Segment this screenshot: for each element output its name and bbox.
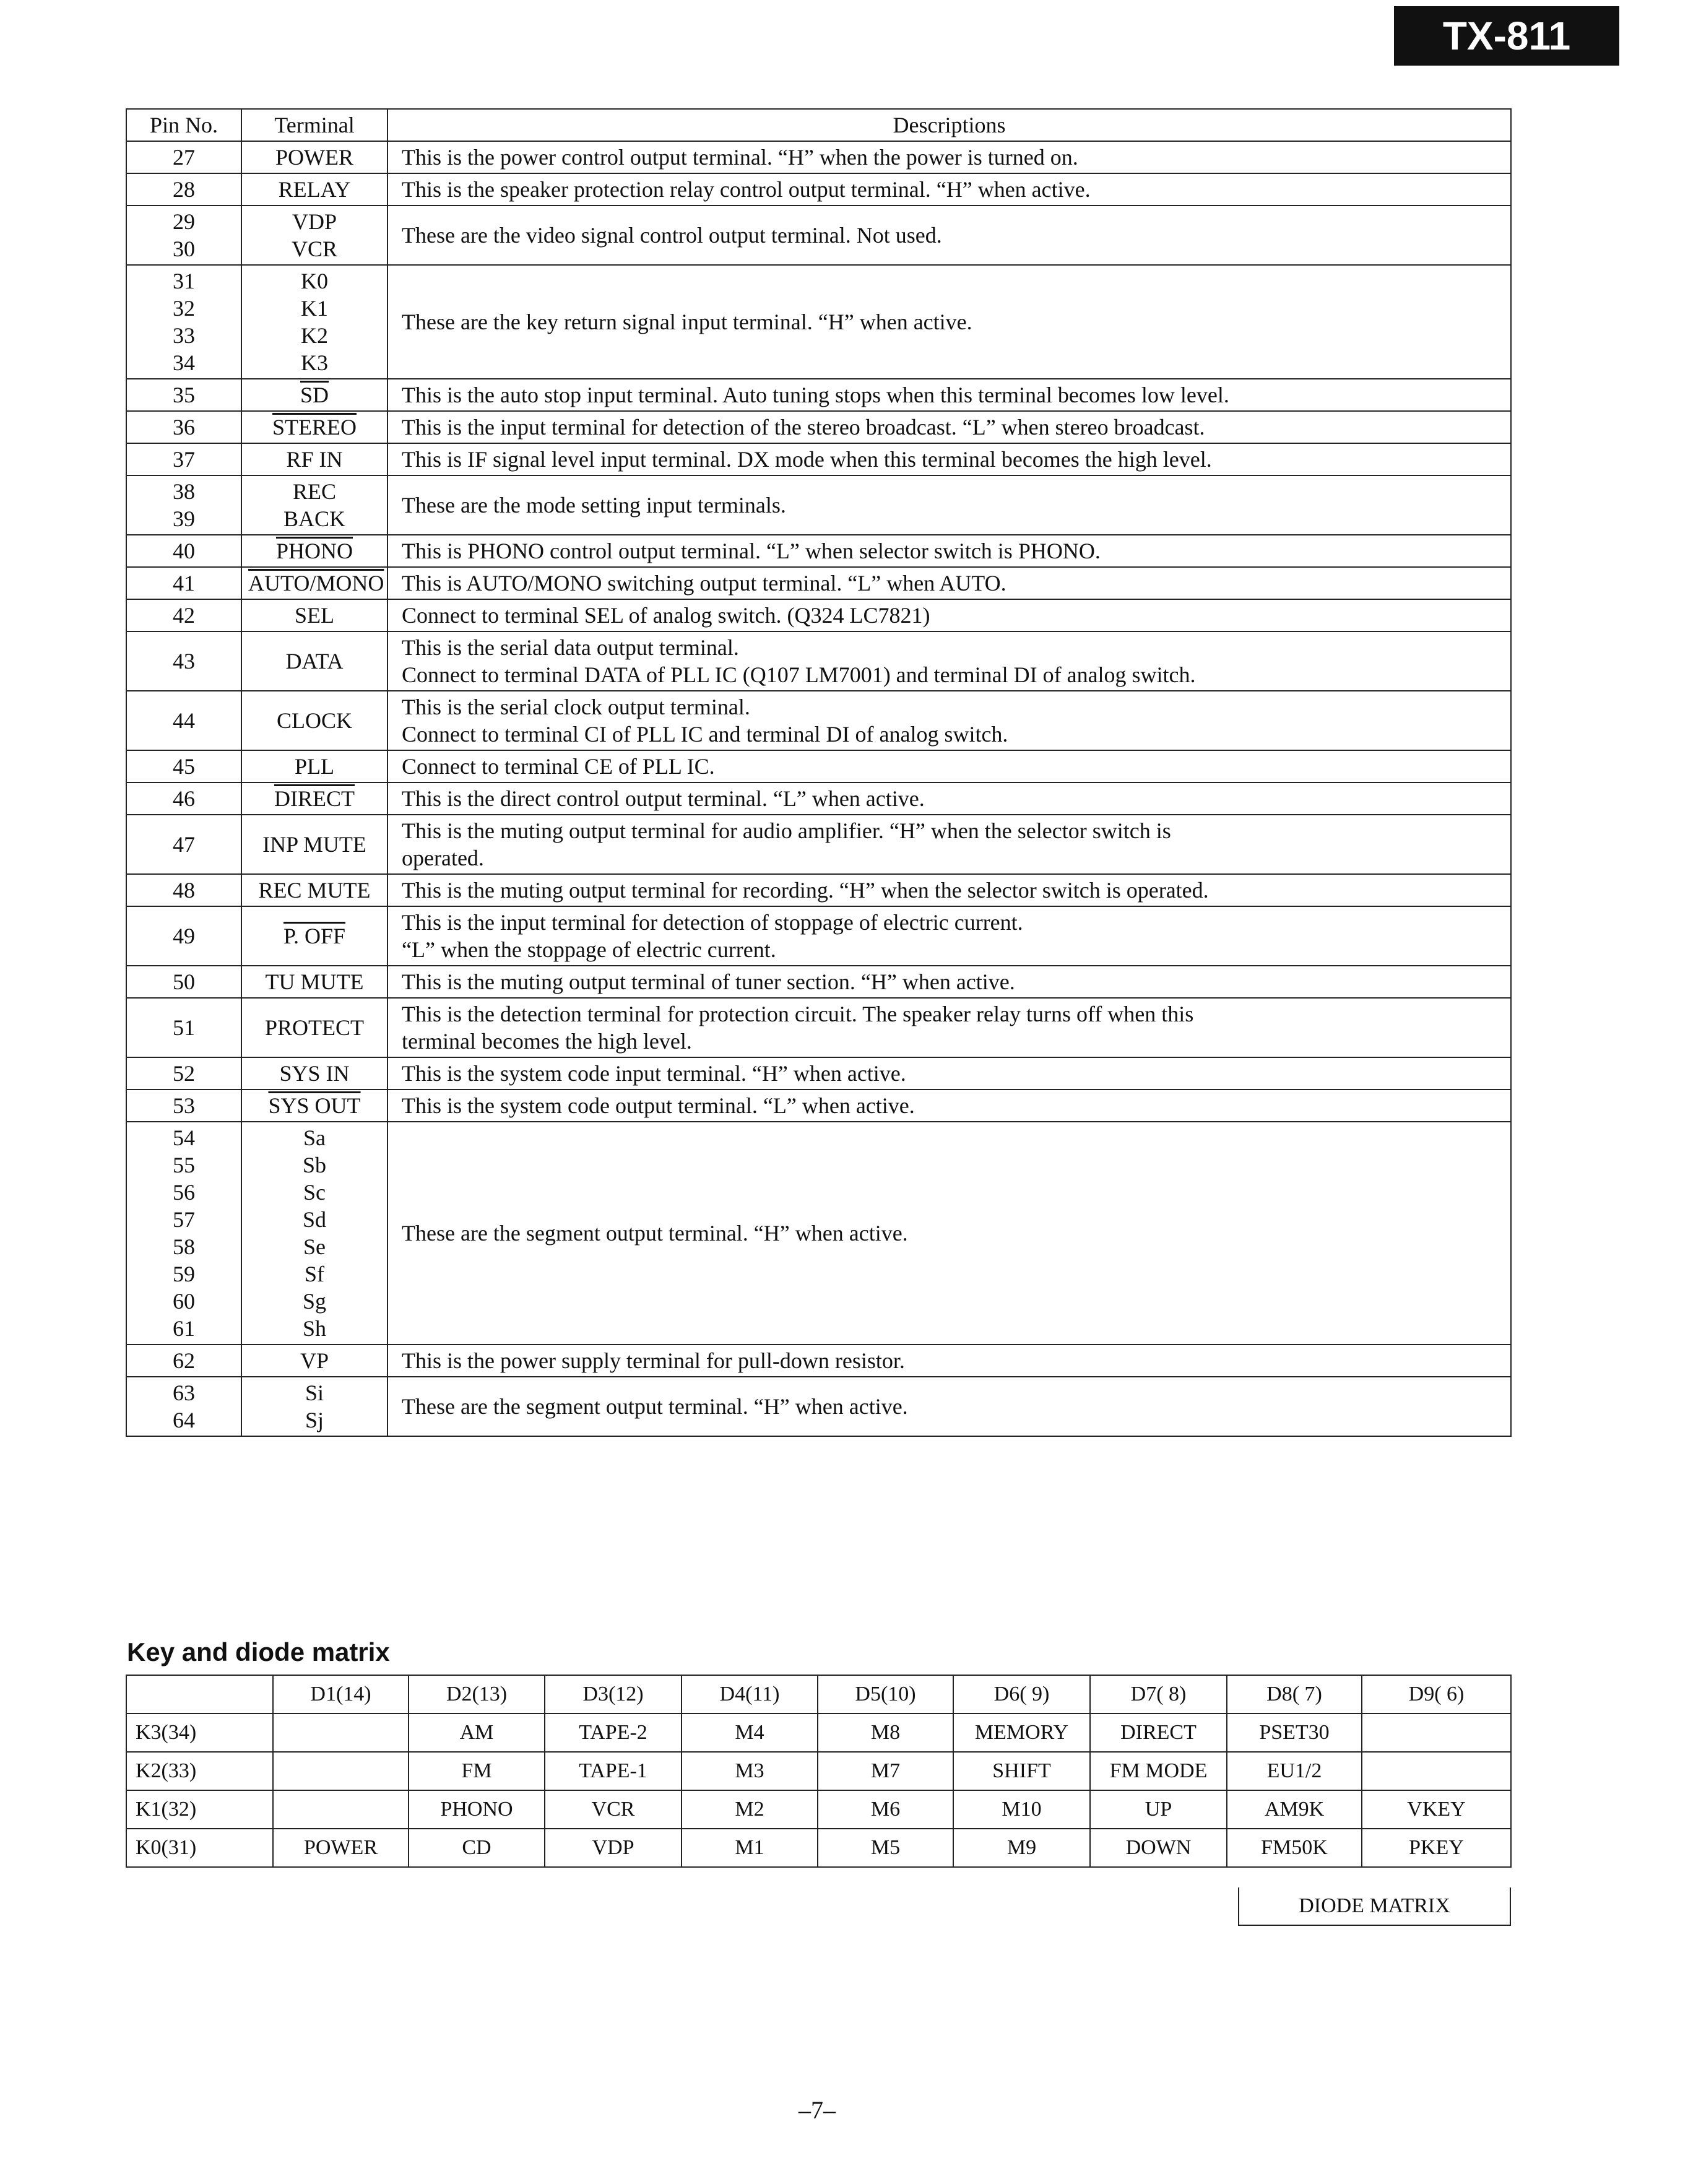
matrix-cell: AM9K (1227, 1790, 1362, 1829)
pin-number-cell (126, 1345, 241, 1377)
table-row (126, 1090, 1511, 1122)
pin-number: 51 (173, 1015, 195, 1040)
description-cell (387, 443, 1511, 475)
terminal-name: K2 (301, 323, 328, 348)
descriptions-header: Descriptions (387, 109, 1511, 141)
description-line: These are the key return signal input terminal. “H” when active. (402, 310, 972, 334)
pin-number-cell (126, 535, 241, 567)
table-row (126, 379, 1511, 411)
description-cell (387, 141, 1511, 173)
terminal-cell (241, 599, 387, 631)
terminal-name: AUTO/MONO (248, 571, 384, 596)
terminal-cell (241, 535, 387, 567)
terminal-header: Terminal (241, 109, 387, 141)
terminal-cell (241, 411, 387, 443)
terminal-cell (241, 141, 387, 173)
terminal-name: DATA (285, 649, 344, 674)
matrix-cell: M8 (818, 1714, 953, 1752)
description-cell (387, 265, 1511, 379)
matrix-cell: VCR (545, 1790, 682, 1829)
key-matrix-body (126, 1714, 1511, 1867)
terminal-cell (241, 750, 387, 782)
table-row (126, 411, 1511, 443)
table-row (126, 631, 1511, 691)
description-line: This is the speaker protection relay control output terminal. “H” when active. (402, 177, 1091, 202)
pin-number: 31 (173, 269, 195, 293)
table-row (126, 535, 1511, 567)
description-line: Connect to terminal SEL of analog switch. (Q324 LC7821) (402, 603, 930, 628)
table-row (126, 1829, 1511, 1867)
pin-number-cell (126, 815, 241, 874)
pin-number-cell (126, 631, 241, 691)
table-row (126, 1790, 1511, 1829)
terminal-name: PROTECT (264, 1015, 364, 1040)
description-line: This is the input terminal for detection of the stereo broadcast. “L” when stereo broadcast. (402, 415, 1205, 440)
matrix-cell: PHONO (409, 1790, 545, 1829)
description-line: This is the auto stop input terminal. Auto tuning stops when this terminal becomes low level. (402, 383, 1229, 407)
terminal-name: POWER (275, 145, 353, 170)
pin-number-cell (126, 443, 241, 475)
key-matrix-heading: Key and diode matrix (127, 1637, 390, 1666)
terminal-name: VDP (292, 209, 337, 234)
matrix-cell (273, 1714, 409, 1752)
pin-number: 28 (173, 177, 195, 202)
description-cell (387, 874, 1511, 906)
matrix-cell: MEMORY (953, 1714, 1090, 1752)
pin-number: 49 (173, 924, 195, 948)
terminal-name: RELAY (278, 177, 351, 202)
description-cell (387, 475, 1511, 535)
table-row (126, 1752, 1511, 1790)
pin-number-cell (126, 874, 241, 906)
description-line: This is the power control output terminal. “H” when the power is turned on. (402, 145, 1078, 170)
pin-number: 32 (173, 296, 195, 321)
pin-number-cell (126, 206, 241, 265)
pin-number: 61 (173, 1316, 195, 1341)
table-row (126, 206, 1511, 265)
terminal-cell (241, 206, 387, 265)
terminal-cell (241, 1377, 387, 1436)
table-row (126, 1122, 1511, 1345)
pin-number-cell (126, 141, 241, 173)
pin-number: 50 (173, 969, 195, 994)
pin-number: 39 (173, 506, 195, 531)
description-cell (387, 1122, 1511, 1345)
table-row (126, 782, 1511, 815)
matrix-cell: TAPE-1 (545, 1752, 682, 1790)
pin-number: 29 (173, 209, 195, 234)
matrix-cell: VDP (545, 1829, 682, 1867)
terminal-cell (241, 998, 387, 1057)
description-line: Connect to terminal CI of PLL IC and terminal DI of analog switch. (402, 722, 1008, 747)
terminal-name: Sh (302, 1316, 327, 1341)
table-row (126, 1714, 1511, 1752)
matrix-cell: VKEY (1362, 1790, 1511, 1829)
description-cell (387, 691, 1511, 750)
matrix-cell: POWER (273, 1829, 409, 1867)
pin-number: 42 (173, 603, 195, 628)
pin-number-cell (126, 265, 241, 379)
description-line: This is the system code input terminal. “H” when active. (402, 1061, 906, 1086)
matrix-column-header: D8( 7) (1227, 1675, 1362, 1714)
pin-description-table (126, 108, 1512, 1437)
terminal-name: REC (292, 479, 336, 504)
description-line: These are the segment output terminal. “H” when active. (402, 1394, 908, 1419)
pin-number-cell (126, 966, 241, 998)
terminal-name: CLOCK (276, 708, 352, 733)
terminal-cell (241, 379, 387, 411)
terminal-name: K1 (301, 296, 328, 321)
terminal-name: REC MUTE (258, 878, 371, 903)
description-cell (387, 1345, 1511, 1377)
pin-number: 34 (173, 350, 195, 375)
description-cell (387, 966, 1511, 998)
terminal-name: Sg (302, 1289, 327, 1314)
terminal-cell (241, 173, 387, 206)
pin-number-cell (126, 906, 241, 966)
terminal-cell (241, 1122, 387, 1345)
matrix-cell: FM (409, 1752, 545, 1790)
pin-number: 57 (173, 1207, 195, 1232)
terminal-name: Se (303, 1234, 326, 1259)
pin-number: 53 (173, 1093, 195, 1118)
pin-number: 37 (173, 447, 195, 472)
pin-number-cell (126, 411, 241, 443)
table-row (126, 906, 1511, 966)
table-row (126, 815, 1511, 874)
pin-number: 56 (173, 1180, 195, 1205)
terminal-name: INP MUTE (262, 832, 366, 857)
pin-number-cell (126, 1090, 241, 1122)
terminal-name: Sj (305, 1408, 324, 1432)
description-cell (387, 1090, 1511, 1122)
terminal-cell (241, 475, 387, 535)
description-line: This is AUTO/MONO switching output terminal. “L” when AUTO. (402, 571, 1006, 596)
matrix-cell: PKEY (1362, 1829, 1511, 1867)
matrix-cell: FM50K (1227, 1829, 1362, 1867)
pin-number-cell (126, 782, 241, 815)
terminal-name: STEREO (272, 415, 357, 440)
terminal-cell (241, 1057, 387, 1090)
description-cell (387, 750, 1511, 782)
description-cell (387, 567, 1511, 599)
terminal-name: VCR (291, 236, 338, 261)
table-row (126, 874, 1511, 906)
pin-table-body (126, 141, 1511, 1436)
terminal-name: Sd (302, 1207, 327, 1232)
table-row (126, 1345, 1511, 1377)
matrix-cell (273, 1752, 409, 1790)
description-cell (387, 815, 1511, 874)
pin-number: 55 (173, 1153, 195, 1177)
matrix-column-header: D3(12) (545, 1675, 682, 1714)
description-line: operated. (402, 846, 484, 870)
description-cell (387, 535, 1511, 567)
matrix-cell: M5 (818, 1829, 953, 1867)
terminal-name: RF IN (286, 447, 343, 472)
pin-number: 44 (173, 708, 195, 733)
table-row (126, 966, 1511, 998)
description-cell (387, 906, 1511, 966)
terminal-cell (241, 966, 387, 998)
matrix-cell: M6 (818, 1790, 953, 1829)
pin-number-cell (126, 379, 241, 411)
terminal-name: SYS IN (279, 1061, 350, 1086)
matrix-cell: M4 (682, 1714, 818, 1752)
pin-number-cell (126, 1057, 241, 1090)
description-cell (387, 1377, 1511, 1436)
terminal-name: P. OFF (283, 924, 346, 948)
description-line: This is the direct control output terminal. “L” when active. (402, 786, 925, 811)
description-line: This is PHONO control output terminal. “L” when selector switch is PHONO. (402, 539, 1101, 563)
table-row (126, 173, 1511, 206)
terminal-name: BACK (283, 506, 346, 531)
pin-number-cell (126, 998, 241, 1057)
pin-number: 45 (173, 754, 195, 779)
description-line: This is the input terminal for detection of stoppage of electric current. (402, 910, 1023, 935)
matrix-cell (1362, 1714, 1511, 1752)
terminal-name: Sf (304, 1262, 324, 1286)
terminal-cell (241, 782, 387, 815)
matrix-column-header: D9( 6) (1362, 1675, 1511, 1714)
terminal-name: PLL (294, 754, 334, 779)
pin-number: 46 (173, 786, 195, 811)
description-line: This is the muting output terminal of tuner section. “H” when active. (402, 969, 1015, 994)
pin-number-cell (126, 173, 241, 206)
description-line: Connect to terminal DATA of PLL IC (Q107 LM7001) and terminal DI of analog switch. (402, 662, 1196, 687)
pin-number: 54 (173, 1125, 195, 1150)
table-row (126, 567, 1511, 599)
table-row (126, 691, 1511, 750)
page-number: –7– (799, 2096, 836, 2124)
matrix-cell: M1 (682, 1829, 818, 1867)
pin-number: 27 (173, 145, 195, 170)
matrix-column-header: D2(13) (409, 1675, 545, 1714)
table-row (126, 599, 1511, 631)
matrix-cell: DOWN (1090, 1829, 1227, 1867)
description-line: These are the mode setting input terminals. (402, 493, 786, 518)
description-line: Connect to terminal CE of PLL IC. (402, 754, 715, 779)
pin-number: 62 (173, 1348, 195, 1373)
description-cell (387, 631, 1511, 691)
pin-no-header: Pin No. (126, 109, 241, 141)
terminal-cell (241, 1090, 387, 1122)
matrix-cell: PSET30 (1227, 1714, 1362, 1752)
model-badge: TX-811 (1394, 6, 1619, 66)
pin-number: 52 (173, 1061, 195, 1086)
matrix-cell: DIRECT (1090, 1714, 1227, 1752)
description-line: This is IF signal level input terminal. DX mode when this terminal becomes the high level. (402, 447, 1212, 472)
description-cell (387, 782, 1511, 815)
table-row (126, 265, 1511, 379)
description-line: terminal becomes the high level. (402, 1029, 692, 1054)
matrix-cell: M10 (953, 1790, 1090, 1829)
matrix-cell: UP (1090, 1790, 1227, 1829)
table-row (126, 750, 1511, 782)
description-cell (387, 1057, 1511, 1090)
matrix-cell: M9 (953, 1829, 1090, 1867)
description-cell (387, 173, 1511, 206)
pin-number: 48 (173, 878, 195, 903)
terminal-name: $\overline{SD}$ (300, 383, 329, 407)
terminal-name: VP (300, 1348, 329, 1373)
pin-number-cell (126, 567, 241, 599)
matrix-cell: M3 (682, 1752, 818, 1790)
pin-number-cell (126, 750, 241, 782)
pin-number: 35 (173, 383, 195, 407)
terminal-cell (241, 1345, 387, 1377)
description-line: This is the system code output terminal. “L” when active. (402, 1093, 915, 1118)
pin-number: 64 (173, 1408, 195, 1432)
matrix-column-header (126, 1675, 273, 1714)
description-line: This is the detection terminal for protection circuit. The speaker relay turns off when this (402, 1002, 1194, 1026)
description-line: This is the serial clock output terminal. (402, 695, 750, 719)
pin-number: 58 (173, 1234, 195, 1259)
matrix-cell: M7 (818, 1752, 953, 1790)
description-line: This is the serial data output terminal. (402, 635, 739, 660)
pin-number: 36 (173, 415, 195, 440)
diode-matrix-caption: DIODE MATRIX (1238, 1887, 1511, 1926)
matrix-cell (273, 1790, 409, 1829)
matrix-cell: CD (409, 1829, 545, 1867)
table-row (126, 141, 1511, 173)
table-row (126, 475, 1511, 535)
pin-table-header-row (126, 109, 1511, 141)
description-line: These are the video signal control output terminal. Not used. (402, 223, 942, 248)
description-cell (387, 998, 1511, 1057)
description-line: This is the muting output terminal for recording. “H” when the selector switch is operated. (402, 878, 1209, 903)
pin-number-cell (126, 691, 241, 750)
table-row (126, 1057, 1511, 1090)
matrix-cell: M2 (682, 1790, 818, 1829)
matrix-cell: TAPE-2 (545, 1714, 682, 1752)
key-matrix-header-row (126, 1675, 1511, 1714)
matrix-column-header: D5(10) (818, 1675, 953, 1714)
pin-number: 59 (173, 1262, 195, 1286)
table-row (126, 1377, 1511, 1436)
pin-number: 63 (173, 1380, 195, 1405)
matrix-cell: FM MODE (1090, 1752, 1227, 1790)
matrix-column-header: D1(14) (273, 1675, 409, 1714)
terminal-cell (241, 815, 387, 874)
matrix-cell (1362, 1752, 1511, 1790)
terminal-name: Sb (302, 1153, 327, 1177)
terminal-cell (241, 906, 387, 966)
pin-number-cell (126, 1377, 241, 1436)
matrix-row-header: K3(34) (126, 1714, 273, 1752)
terminal-name: K3 (301, 350, 328, 375)
description-line: This is the power supply terminal for pull-down resistor. (402, 1348, 905, 1373)
terminal-cell (241, 631, 387, 691)
table-row (126, 443, 1511, 475)
pin-number: 33 (173, 323, 195, 348)
terminal-name: DIRECT (274, 786, 355, 811)
matrix-row-header: K1(32) (126, 1790, 273, 1829)
key-diode-matrix-table (126, 1675, 1512, 1868)
table-row (126, 998, 1511, 1057)
terminal-name: PHONO (275, 539, 353, 563)
pin-number-cell (126, 1122, 241, 1345)
terminal-name: Sc (303, 1180, 326, 1205)
terminal-cell (241, 567, 387, 599)
matrix-cell: EU1/2 (1227, 1752, 1362, 1790)
pin-number: 60 (173, 1289, 195, 1314)
terminal-name: SEL (294, 603, 334, 628)
pin-number: 30 (173, 236, 195, 261)
pin-number: 43 (173, 649, 195, 674)
description-line: These are the segment output terminal. “H” when active. (402, 1221, 908, 1246)
terminal-cell (241, 443, 387, 475)
terminal-cell (241, 874, 387, 906)
description-line: “L” when the stoppage of electric current. (402, 937, 776, 962)
matrix-column-header: D4(11) (682, 1675, 818, 1714)
pin-number-cell (126, 475, 241, 535)
description-cell (387, 206, 1511, 265)
description-cell (387, 379, 1511, 411)
terminal-name: K0 (301, 269, 328, 293)
matrix-cell: AM (409, 1714, 545, 1752)
matrix-column-header: D6( 9) (953, 1675, 1090, 1714)
terminal-name: Sa (303, 1125, 326, 1150)
matrix-row-header: K0(31) (126, 1829, 273, 1867)
terminal-cell (241, 265, 387, 379)
matrix-cell: SHIFT (953, 1752, 1090, 1790)
matrix-column-header: D7( 8) (1090, 1675, 1227, 1714)
pin-number-cell (126, 599, 241, 631)
description-cell (387, 411, 1511, 443)
terminal-name: SYS OUT (268, 1093, 361, 1118)
matrix-row-header: K2(33) (126, 1752, 273, 1790)
pin-number: 40 (173, 539, 195, 563)
terminal-name: Si (305, 1380, 324, 1405)
description-cell (387, 599, 1511, 631)
pin-number: 41 (173, 571, 195, 596)
description-line: This is the muting output terminal for audio amplifier. “H” when the selector switch is (402, 818, 1171, 843)
pin-number: 38 (173, 479, 195, 504)
pin-number: 47 (173, 832, 195, 857)
terminal-name: TU MUTE (265, 969, 364, 994)
terminal-cell (241, 691, 387, 750)
